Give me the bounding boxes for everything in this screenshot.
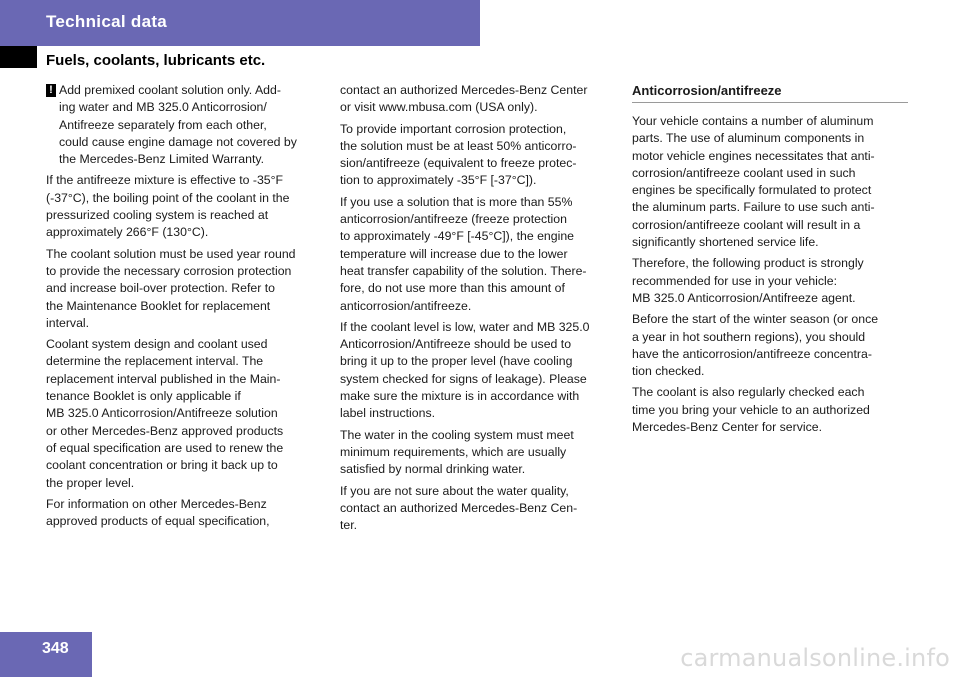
text-line: Anticorrosion/Antifreeze should be used to xyxy=(340,337,572,352)
text-line: For information on other Mercedes-Benz xyxy=(46,496,267,511)
text-line: MB 325.0 Anticorrosion/Antifreeze agent. xyxy=(632,290,856,305)
column-3-body xyxy=(632,113,908,436)
text-line: recommended for use in your vehicle: xyxy=(632,273,838,288)
paragraph xyxy=(632,311,908,380)
paragraph xyxy=(46,496,326,531)
text-line: corrosion/antifreeze coolant will result in a xyxy=(632,217,861,232)
text-line: Your vehicle contains a number of aluminum xyxy=(632,114,874,128)
text-line: interval. xyxy=(46,315,90,330)
warning-note xyxy=(46,82,326,168)
text-line: fore, do not use more than this amount of xyxy=(340,281,565,296)
text-line: to approximately -49°F [-45°C]), the engine xyxy=(340,229,575,244)
text-line: tion checked. xyxy=(632,364,705,379)
column-1 xyxy=(46,82,326,534)
text-line: replacement interval published in the Main- xyxy=(46,371,281,386)
paragraph xyxy=(632,113,908,251)
text-line: or other Mercedes-Benz approved products xyxy=(46,423,284,438)
text-line: the proper level. xyxy=(46,475,135,490)
text-line: approved products of equal specification, xyxy=(46,514,270,529)
text-line: have the anticorrosion/antifreeze concentra- xyxy=(632,346,872,361)
column-2-body xyxy=(340,82,618,534)
text-line: significantly shortened service life. xyxy=(632,235,819,250)
text-line: Antifreeze separately from each other, xyxy=(59,117,267,132)
text-line: Before the start of the winter season (or once xyxy=(632,312,879,327)
text-line: If the antifreeze mixture is effective to -35°F xyxy=(46,173,284,188)
page-number: 348 xyxy=(42,640,69,657)
text-line: a year in hot southern regions), you should xyxy=(632,329,866,344)
text-line: The coolant is also regularly checked each xyxy=(632,385,865,400)
paragraph xyxy=(340,319,618,423)
watermark-text: carmanualsonline.info xyxy=(680,644,950,672)
text-line: tenance Booklet is only applicable if xyxy=(46,389,241,404)
column-2 xyxy=(340,82,618,538)
text-line: determine the replacement interval. The xyxy=(46,354,264,369)
section-heading-anticorrosion: Anticorrosion/antifreeze xyxy=(632,82,908,103)
text-line: the aluminum parts. Failure to use such anti- xyxy=(632,200,875,215)
paragraph xyxy=(632,255,908,307)
text-line: tion to approximately -35°F [-37°C]). xyxy=(340,173,537,188)
text-line: heat transfer capability of the solution. There- xyxy=(340,263,587,278)
warning-text xyxy=(59,82,326,168)
chapter-title: Technical data xyxy=(46,12,168,31)
text-line: make sure the mixture is in accordance with xyxy=(340,389,580,404)
text-line: The coolant solution must be used year round xyxy=(46,246,296,261)
text-line: sion/antifreeze (equivalent to freeze protec- xyxy=(340,156,577,171)
text-line: corrosion/antifreeze coolant used in such xyxy=(632,165,856,180)
text-line: satisfied by normal drinking water. xyxy=(340,462,526,477)
text-line: could cause engine damage not covered by xyxy=(59,134,297,149)
text-line: Therefore, the following product is strongly xyxy=(632,256,864,271)
paragraph xyxy=(46,336,326,492)
paragraph xyxy=(46,172,326,241)
text-line: anticorrosion/antifreeze. xyxy=(340,298,472,313)
text-line: minimum requirements, which are usually xyxy=(340,444,567,459)
text-line: contact an authorized Mercedes-Benz Cen- xyxy=(340,500,578,515)
text-line: bring it up to the proper level (have cooling xyxy=(340,354,573,369)
text-line: contact an authorized Mercedes-Benz Center xyxy=(340,83,588,97)
text-line: The water in the cooling system must meet xyxy=(340,427,574,442)
text-line: To provide important corrosion protection, xyxy=(340,121,567,136)
text-line: to provide the necessary corrosion protection xyxy=(46,263,292,278)
exclamation-warning-icon: ! xyxy=(46,84,56,97)
paragraph xyxy=(46,246,326,332)
text-line: MB 325.0 Anticorrosion/Antifreeze solution xyxy=(46,406,278,421)
column-1-body xyxy=(46,172,326,530)
text-line: Coolant system design and coolant used xyxy=(46,337,268,352)
text-line: coolant concentration or bring it back up to xyxy=(46,458,278,473)
text-line: Mercedes-Benz Center for service. xyxy=(632,420,822,435)
paragraph xyxy=(632,384,908,436)
text-line: parts. The use of aluminum components in xyxy=(632,131,865,146)
text-line: anticorrosion/antifreeze (freeze protection xyxy=(340,212,567,227)
text-line: approximately 266°F (130°C). xyxy=(46,225,209,240)
text-line: If you are not sure about the water quality, xyxy=(340,483,569,498)
paragraph xyxy=(340,82,618,117)
text-line: the Mercedes-Benz Limited Warranty. xyxy=(59,152,265,167)
text-line: and increase boil-over protection. Refer to xyxy=(46,281,275,296)
paragraph xyxy=(340,483,618,535)
text-line: If you use a solution that is more than 55% xyxy=(340,194,573,209)
text-line: engines be specifically formulated to protect xyxy=(632,183,872,198)
text-line: If the coolant level is low, water and MB 325.0 xyxy=(340,319,590,334)
text-line: pressurized cooling system is reached at xyxy=(46,208,269,223)
section-marker xyxy=(0,46,37,68)
paragraph xyxy=(340,427,618,479)
section-title: Fuels, coolants, lubricants etc. xyxy=(46,52,266,69)
text-line: ter. xyxy=(340,518,358,533)
text-line: label instructions. xyxy=(340,406,436,421)
text-line: (-37°C), the boiling point of the coolant in the xyxy=(46,190,290,205)
text-line: the Maintenance Booklet for replacement xyxy=(46,298,271,313)
paragraph xyxy=(340,194,618,315)
text-line: the solution must be at least 50% anticorro- xyxy=(340,138,577,153)
paragraph xyxy=(340,121,618,190)
text-line: of equal specification are used to renew the xyxy=(46,440,284,455)
text-line: Add premixed coolant solution only. Add- xyxy=(59,83,281,97)
text-line: ing water and MB 325.0 Anticorrosion/ xyxy=(59,100,267,115)
text-line: temperature will increase due to the lower xyxy=(340,246,568,261)
text-line: time you bring your vehicle to an authorized xyxy=(632,402,870,417)
text-line: system checked for signs of leakage). Please xyxy=(340,371,587,386)
text-line: motor vehicle engines necessitates that anti- xyxy=(632,148,875,163)
column-3 xyxy=(632,82,908,440)
text-line: or visit www.mbusa.com (USA only). xyxy=(340,100,538,115)
